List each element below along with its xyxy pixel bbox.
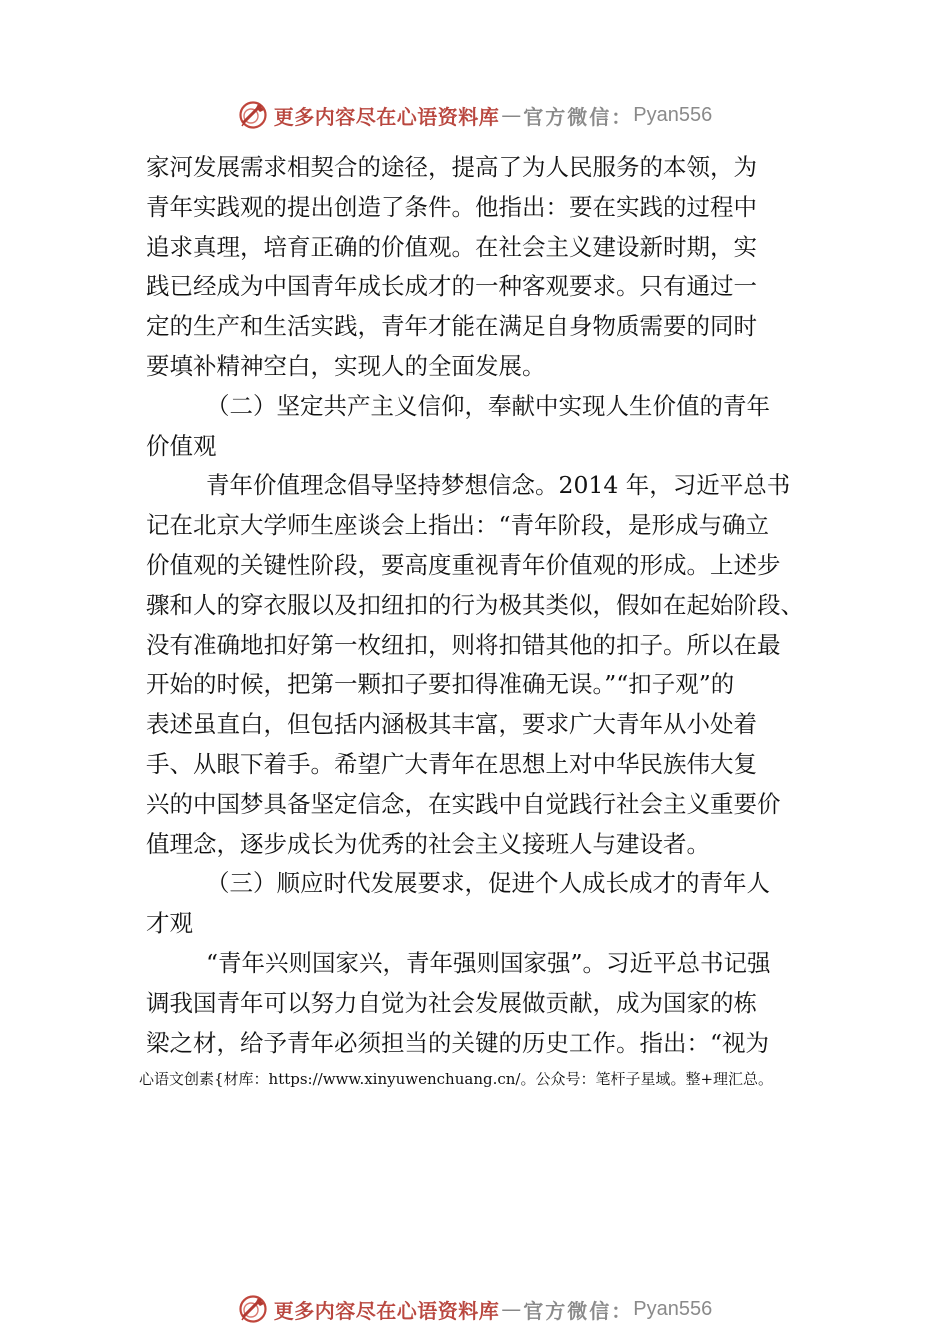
banner-wechat-label: 官方微信： — [523, 104, 634, 129]
section-heading-3: （三）顺应时代发展要求，促进个人成长成才的青年人 — [206, 869, 770, 898]
source-note: 心语文创素{材库：https://www.xinyuwenchuang.cn/。公众号：笔杆子星域。整+理汇总。 — [139, 1070, 774, 1088]
body-line: 调我国青年可以努力自觉为社会发展做贡献，成为国家的栋 — [146, 988, 757, 1017]
document-body — [146, 148, 816, 1063]
body-line: 骤和人的穿衣服以及扣纽扣的行为极其类似，假如在起始阶段、 — [146, 590, 804, 619]
logo-icon — [238, 100, 268, 130]
banner-main-text: 更多内容尽在心语资料库 — [273, 104, 500, 129]
body-line: 兴的中国梦具备坚定信念，在实践中自觉践行社会主义重要价 — [146, 789, 781, 818]
body-line: 没有准确地扣好第一枚纽扣，则将扣错其他的扣子。所以在最 — [146, 630, 781, 659]
section-heading-2: （二）坚定共产主义信仰，奉献中实现人生价值的青年 — [206, 391, 770, 420]
body-line: 追求真理，培育正确的价值观。在社会主义建设新时期，实 — [146, 232, 757, 261]
body-line: 记在北京大学师生座谈会上指出：“青年阶段，是形成与确立 — [146, 511, 770, 540]
body-line: “青年兴则国家兴，青年强则国家强”。习近平总书记强 — [206, 948, 771, 977]
body-line: 梁之材，给予青年必须担当的关键的历史工作。指出：“视为 — [146, 1028, 770, 1057]
body-line: 践已经成为中国青年成长成才的一种客观要求。只有通过一 — [146, 272, 757, 301]
logo-icon — [238, 1294, 268, 1324]
banner-wechat-id: Pyan556 — [633, 1297, 713, 1320]
header-banner — [0, 95, 950, 135]
body-line: 手、从眼下着手。希望广大青年在思想上对中华民族伟大复 — [146, 749, 757, 778]
body-line: 青年实践观的提出创造了条件。他指出：要在实践的过程中 — [146, 192, 757, 221]
banner-separator: — — [501, 103, 522, 127]
body-line: 价值观的关键性阶段，要高度重视青年价值观的形成。上述步 — [146, 550, 781, 579]
banner-main-text: 更多内容尽在心语资料库 — [273, 1298, 500, 1323]
body-line: 值理念，逐步成长为优秀的社会主义接班人与建设者。 — [146, 829, 710, 858]
footer-banner — [0, 1289, 950, 1329]
banner-separator: — — [501, 1297, 522, 1321]
body-line: 定的生产和生活实践，青年才能在满足自身物质需要的同时 — [146, 312, 757, 341]
body-line: 开始的时候，把第一颗扣子要扣得准确无误。”“扣子观”的 — [146, 670, 735, 699]
body-line: 青年价值理念倡导坚持梦想信念。2014 年，习近平总书 — [206, 471, 791, 500]
body-line: 要填补精神空白，实现人的全面发展。 — [146, 351, 546, 380]
body-line: 表述虽直白，但包括内涵极其丰富，要求广大青年从小处着 — [146, 710, 757, 739]
body-line: 家河发展需求相契合的途径，提高了为人民服务的本领，为 — [146, 153, 757, 181]
banner-wechat-id: Pyan556 — [633, 103, 713, 126]
banner-wechat-label: 官方微信： — [523, 1298, 634, 1323]
section-heading-3-cont: 才观 — [146, 909, 193, 938]
section-heading-2-cont: 价值观 — [146, 431, 217, 460]
